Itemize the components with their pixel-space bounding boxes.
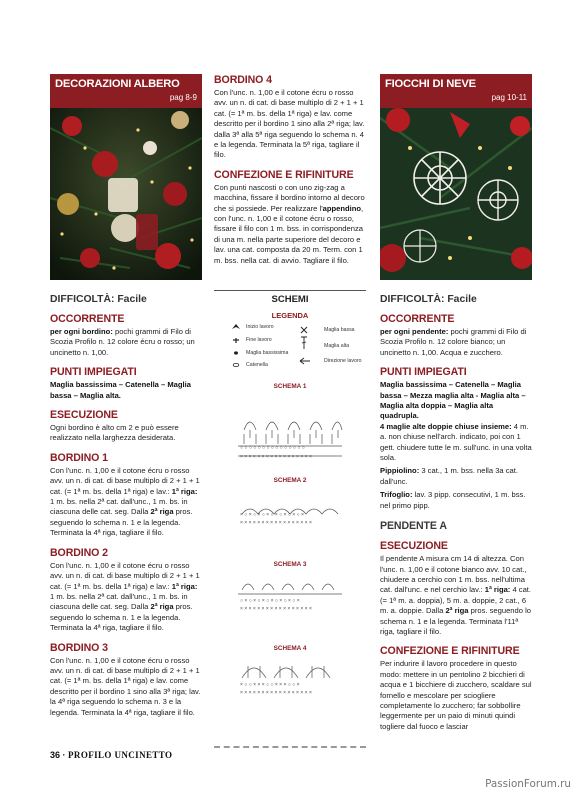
punti-body: Maglia bassissima – Catenella – Maglia bassa – Maglia alta. — [50, 380, 191, 400]
occorrente-text-right — [380, 327, 532, 358]
svg-text:× ○ × ○ × ○ × ○ × ○ × ○ × ○ ×: × ○ × ○ × ○ × ○ × ○ × ○ × ○ × — [240, 512, 304, 518]
esecuzione-heading: ESECUZIONE — [50, 409, 118, 422]
bordino-3-text: Con l'unc. n. 1,00 e il cotone écru o rosso avv. un n. di cat. di base multiplo di 2 + 1 + 1 cat. (= 1ª m. bs. della 1ª riga) e lav. come descritto per il bordino 1 sino alla 3ª riga; lav. la 4ª riga seguendo lo schema n. 3 e la legenda. Terminata la 4ª riga, tagliare il filo. — [50, 655, 201, 717]
occorrente-body-right: pochi grammi di Filo di Scozia Profilo n. 12 colore bianco; un uncinetto n. 1,00. Acqua e zucchero. — [380, 327, 527, 357]
maglie-doppie-bold: 4 maglie alte doppie chiuse insieme: — [380, 421, 512, 431]
snowflake-icon — [414, 152, 466, 204]
snowflakes-photo-art — [380, 108, 532, 280]
occorrente-text — [50, 327, 202, 358]
esecuzione-right-b: 4 cat. (= 1ª m. a. doppia), 5 m. a. doppie, 2 cat., 6 m. a. doppie. Dalla — [380, 585, 532, 616]
schema-2-label: SCHEMA 2 — [273, 477, 307, 484]
schema-3-chart — [214, 568, 366, 630]
schema-4-chart — [214, 652, 366, 716]
esecuzione-right-bold-2: 2ª riga — [445, 606, 469, 616]
esecuzione-heading-right: ESECUZIONE — [380, 540, 448, 553]
schema-1-label: SCHEMA 1 — [273, 383, 307, 390]
hero-header-right — [380, 74, 532, 108]
trifoglio-text — [380, 490, 532, 511]
bordino-2-bold-2: 2ª riga — [150, 602, 174, 612]
bordino-2-text-a: Con l'unc. n. 1,00 e il cotone écru o rosso avv. un n. di cat. di base multiplo di 2 + 1 + 1 cat. (= 1ª m. bs. della 1ª riga) e lav.: — [50, 560, 200, 591]
pippiolino-body: 3 cat., 1 m. bss. nella 3a cat. dall'unc. — [380, 466, 519, 486]
confezione-heading-right: CONFEZIONE E RIFINITURE — [380, 645, 520, 658]
occorrente-heading-right: OCCORRENTE — [380, 313, 455, 325]
schema-2-chart — [214, 484, 366, 544]
svg-text:○ × ○ × ○ × ○ × ○ × ○ × ○ ×: ○ × ○ × ○ × ○ × ○ × ○ × ○ × — [240, 598, 300, 604]
legend-bassissima: Maglia bassissima — [246, 350, 289, 356]
legend-inizio: Inizio lavoro — [246, 324, 274, 330]
legend-catenella: Catenella — [246, 362, 268, 368]
occorrente-heading: OCCORRENTE — [50, 313, 125, 325]
bordino-2-bold-1: 1ª riga: — [171, 581, 198, 591]
maglie-doppie-text — [380, 422, 532, 464]
trifoglio-bold: Trifoglio: — [380, 490, 413, 500]
schemi-title: SCHEMI — [214, 290, 366, 305]
page-footer — [50, 750, 172, 760]
punti-text — [50, 380, 202, 401]
trifoglio-body: lav. 3 pipp. consecutivi, 1 m. bss. nel primo pipp. — [380, 490, 526, 510]
legend — [214, 323, 366, 383]
schemi-divider — [214, 746, 366, 748]
legenda-title: LEGENDA — [271, 311, 309, 320]
hero-title: DECORAZIONI ALBERO — [55, 78, 180, 90]
bassissima-icon — [234, 351, 238, 354]
hero-header — [50, 74, 202, 108]
esecuzione-text-right — [380, 554, 532, 637]
catenella-icon — [233, 363, 239, 366]
bordino-2-text-b: 1 m. bs. nella 2ª cat. dall'unc., 1 m. bs. in ciascuna delle cat. seg. Dalla — [50, 591, 188, 612]
schema-1-chart — [214, 390, 366, 468]
column-left — [50, 74, 202, 718]
bordino-1-text-c: pros. seguendo lo schema n. 1 e la legenda. Terminata la 4ª riga, tagliare il filo. — [50, 507, 193, 538]
bordino-2-text — [50, 561, 202, 634]
esecuzione-right-bold-1: 1ª riga: — [484, 585, 511, 595]
bordino-1-text-a: Con l'unc. n. 1,00 e il cotone écru o rosso avv. un n. di cat. di base multiplo di 2 + 1 + 1 cat. (= 1ª m. bs. della 1ª riga) e lav.: — [50, 465, 200, 496]
occorrente-bold: per ogni bordino: — [50, 327, 113, 336]
occorrente-bold-right: per ogni pendente: — [380, 327, 449, 336]
bordino-4-text: Con l'unc. n. 1,00 e il cotone écru o rosso avv. un n. di cat. di base multiplo di 2 + 1 + 1 cat. (= 1ª m. bs. della 1ª riga) e lav. come descritto per il bordino 1 sino alla 2ª riga; lav. dalla 3ª alla 5ª riga seguendo lo schema n. 4 e la legenda. Terminata la 5ª riga, tagliare il filo. — [214, 88, 365, 160]
schemi-panel — [214, 290, 366, 721]
hero-title-right: FIOCCHI DI NEVE — [385, 78, 476, 90]
esecuzione-text: Ogni bordino è alto cm 2 e può essere realizzato nella larghezza desiderata. — [50, 423, 179, 443]
svg-text:× × × × × × × × × × × × × × ×: × × × × × × × × × × × × × × × × × — [240, 606, 312, 612]
confezione-text-a: Con punti nascosti o con uno zig-zag a macchina, fissare il bordino intorno al decoro che si possiede. Per realizzare l' — [214, 182, 365, 213]
esecuzione-right-c: pros. seguendo lo schema n. 1 e la legenda. Terminata l'11ª riga, tagliare il filo. — [380, 606, 531, 636]
hero-decorazioni-albero — [50, 74, 202, 280]
maglie-doppie-body: 4 m. a. non chiuse nell'arch. indicato, poi con 1 gett. chiudere tutte le m. sull'unc. in una volta sola. — [380, 421, 532, 463]
magazine-brand: PROFILO UNCINETTO — [68, 750, 173, 760]
punti-heading: PUNTI IMPIEGATI — [50, 366, 137, 379]
bordino-1-heading: BORDINO 1 — [50, 451, 108, 464]
legend-direzione: Direzione lavoro — [324, 358, 362, 364]
difficulty-label: DIFFICOLTÀ: Facile — [50, 294, 147, 305]
legend-fine: Fine lavoro — [246, 337, 272, 343]
svg-text:× × × × × × × × × × × × × × ×: × × × × × × × × × × × × × × × × × — [240, 690, 312, 696]
legend-bassa: Maglia bassa — [324, 327, 355, 333]
bordino-1-bold-1: 1ª riga: — [171, 486, 198, 496]
svg-text:× × × × × × × × × × × × × × ×: × × × × × × × × × × × × × × × × × — [240, 520, 312, 526]
confezione-text — [214, 183, 366, 266]
hero-pages: pag 8-9 — [169, 93, 197, 102]
bordino-4-heading: BORDINO 4 — [214, 74, 272, 86]
page-number: 36 · — [50, 750, 66, 760]
alta-icon — [301, 337, 307, 349]
punti-body-right: Maglia bassissima – Catenella – Maglia bassa – Mezza maglia alta - Maglia alta – Maglia alta doppia – Maglia alta quadrupla. — [380, 380, 526, 421]
legend-alta: Maglia alta — [324, 343, 350, 349]
svg-text:○ ○ ○ ○ ○ ○ ○ ○ ○ ○ ○ ○ ○ ○ ○: ○ ○ ○ ○ ○ ○ ○ ○ ○ ○ ○ ○ ○ ○ ○ — [240, 445, 305, 451]
pippiolino-bold: Pippiolino: — [380, 466, 420, 476]
christmas-tree-photo — [50, 108, 202, 280]
schema-3-label: SCHEMA 3 — [273, 561, 307, 568]
svg-text:× × × × × × × × × × × × × × ×: × × × × × × × × × × × × × × × × × — [240, 454, 312, 460]
esecuzione-right-a: Il pendente A misura cm 14 di altezza. Con l'unc. n. 1,00 e il cotone bianco avv. 10 cat., chiudere a cerchio con 1 m. bss. nell'ultima cat. dall'unc. e nel cerchio lav.: — [380, 554, 527, 595]
bordino-1-text-b: 1 m. bs. nella 2ª cat. dall'unc., 1 m. bs. in ciascuna delle cat. seg. Dalla — [50, 497, 188, 517]
svg-text:× ○ ○ × × × ○ ○ × × × ○ ○ ×: × ○ ○ × × × ○ ○ × × × ○ ○ × — [240, 682, 300, 688]
christmas-tree-photo-art — [50, 108, 202, 280]
confezione-heading: CONFEZIONE E RIFINITURE — [214, 168, 354, 181]
schema-4-label: SCHEMA 4 — [273, 645, 307, 652]
hero-pages-right: pag 10-11 — [491, 93, 527, 102]
confezione-bold: appendino — [322, 203, 362, 213]
snowflakes-photo — [380, 108, 532, 280]
punti-heading-right: PUNTI IMPIEGATI — [380, 366, 467, 379]
pendente-a-heading: PENDENTE A — [380, 520, 447, 533]
bordino-2-heading: BORDINO 2 — [50, 546, 108, 559]
occorrente-body: pochi grammi di Filo di Scozia Profilo n. 12 colore écru o rosso; un uncinetto n. 1,00. — [50, 327, 195, 357]
pippiolino-text — [380, 466, 532, 487]
bassa-icon — [301, 327, 307, 333]
watermark: PassionForum.ru — [485, 778, 571, 790]
bordino-1-text — [50, 466, 202, 539]
column-middle — [214, 74, 366, 266]
bordino-1-bold-2: 2ª riga — [150, 507, 174, 517]
column-right — [380, 74, 532, 732]
bordino-2-text-c: pros. seguendo lo schema n. 1 e la legenda. Terminata la 4ª riga, tagliare il filo. — [50, 602, 193, 633]
bordino-3-heading: BORDINO 3 — [50, 641, 108, 654]
hero-fiocchi-di-neve — [380, 74, 532, 280]
difficulty-label-right: DIFFICOLTÀ: Facile — [380, 294, 477, 305]
direzione-icon — [300, 358, 310, 364]
inizio-icon — [232, 324, 240, 329]
confezione-text-right: Per indurire il lavoro procedere in questo modo: mettere in un pentolino 2 bicchieri di acqua e 1 bicchiere di zucchero, scaldare sul fornello e mescolare per sciogliere completamente lo zucchero; far sobbollire leggermente per un paio di minuti quindi togliere dal fuoco e lasciar — [380, 659, 532, 731]
confezione-text-b: , con l'unc. n. 1,00 e il cotone écru o rosso, fissare il filo con 1 m. bss. in corrispondenza di una m. nella parte superiore del decoro e lav. una cat. composta da 20 m. Term. con 1 m. bss. nella cat. di avvio. Tagliare il filo. — [214, 203, 364, 265]
punti-text-right — [380, 380, 532, 422]
